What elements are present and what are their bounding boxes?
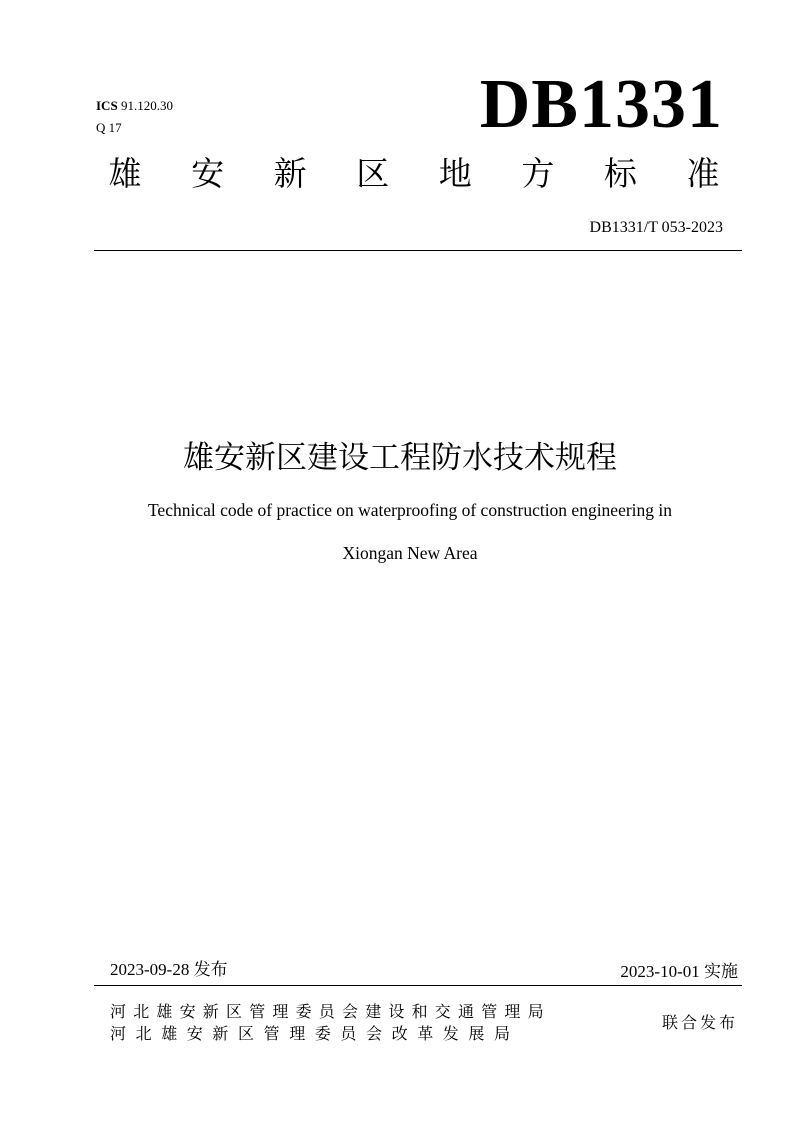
standard-type-char: 新 xyxy=(273,154,307,193)
standard-type-char: 准 xyxy=(686,154,720,193)
standard-type-char: 安 xyxy=(191,154,225,193)
implement-date-value: 2023-10-01 xyxy=(620,962,700,981)
title-english-line1: Technical code of practice on waterproofing of construction engineering in xyxy=(147,500,673,520)
implement-date xyxy=(620,960,738,984)
db-mark: DB1331 xyxy=(479,66,723,143)
standard-type-char: 地 xyxy=(438,154,472,193)
implement-label: 实施 xyxy=(704,962,738,982)
issue-label: 发布 xyxy=(193,960,228,980)
ics-number: 91.120.30 xyxy=(120,98,173,113)
issue-date xyxy=(110,958,228,982)
standard-type-char: 区 xyxy=(356,154,390,193)
ics-label: ICS xyxy=(96,98,118,113)
title-chinese: 雄安新区建设工程防水技术规程 xyxy=(183,440,617,476)
title-english-line2: Xiongan New Area xyxy=(342,543,478,563)
standard-type-char: 雄 xyxy=(108,154,142,193)
ics-code xyxy=(96,98,173,114)
issue-date-value: 2023-09-28 xyxy=(110,960,190,979)
standard-type-char: 标 xyxy=(603,154,637,193)
footer-divider xyxy=(94,985,742,986)
header-divider xyxy=(94,250,742,251)
standard-number: DB1331/T 053-2023 xyxy=(589,219,723,236)
standard-type-char: 方 xyxy=(521,154,555,193)
standard-type-title xyxy=(94,152,734,196)
joint-issue-label: 联合发布 xyxy=(661,1013,738,1032)
issuer-reform-bureau: 河北雄安新区管理委员会改革发展局 xyxy=(110,1024,520,1043)
issuer-construction-bureau: 河北雄安新区管理委员会建设和交通管理局 xyxy=(110,1002,551,1021)
ccs-code: Q 17 xyxy=(96,120,122,135)
